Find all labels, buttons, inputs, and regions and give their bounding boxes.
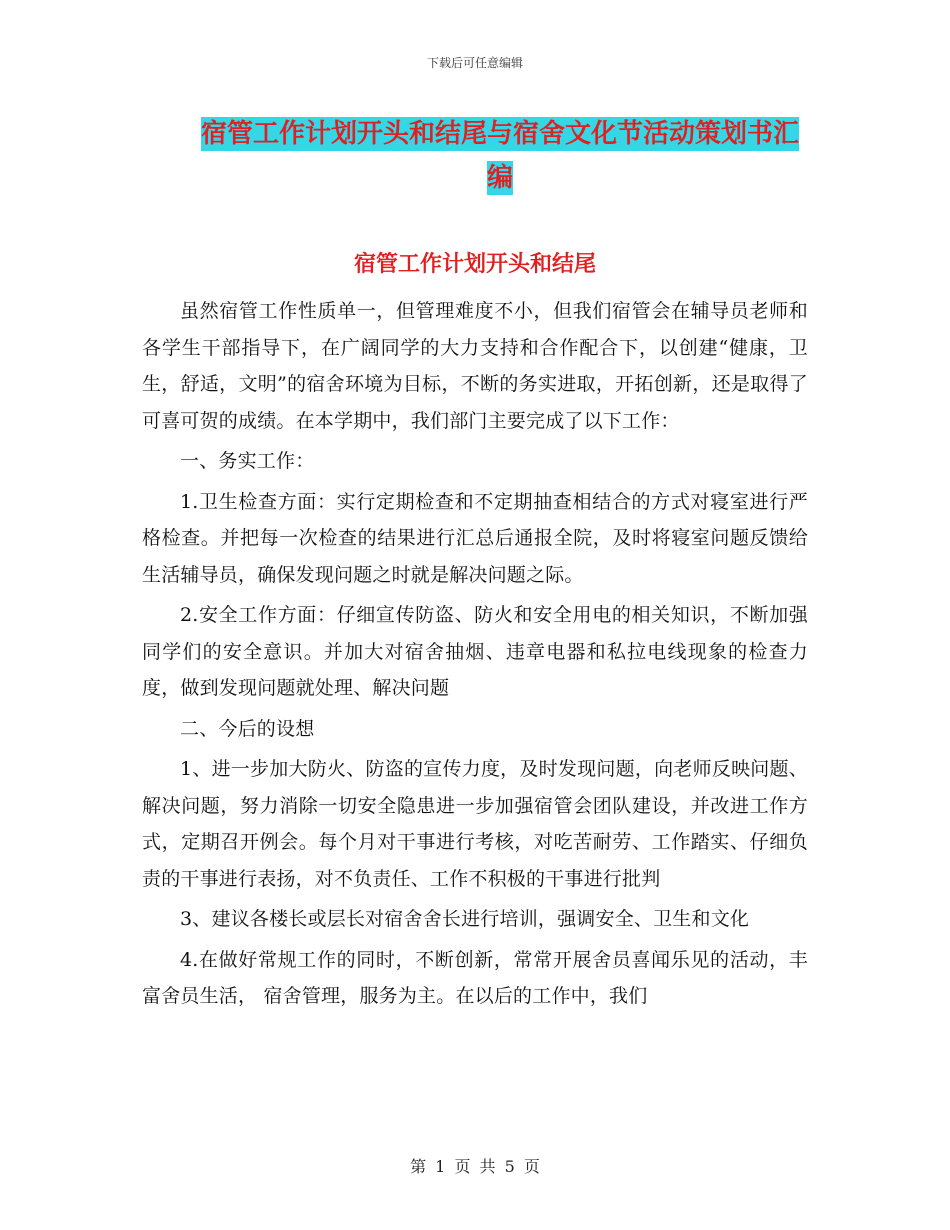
paragraph: 一、务实工作： (180, 450, 315, 472)
paragraph: 1、进一步加大防火、防盗的宣传力度，及时发现问题，向老师反映问题、解决问题，努力消除一切安全隐患进一步加强宿管会团队建设，并改进工作方式，定期召开例会。每个月对干事进行考核，对吃苦耐劳、工作踏实、仔细负责的干事进行表扬，对不负责任、工作不积极的干事进行批判 (142, 758, 808, 890)
document-title-text: 宿管工作计划开头和结尾与宿舍文化节活动策划书汇编 (200, 119, 799, 193)
document-title (190, 112, 810, 200)
paragraph: 虽然宿管工作性质单一，但管理难度不小，但我们宿管会在辅导员老师和各学生干部指导下，在广阔同学的大力支持和合作配合下，以创建“健康，卫生，舒适，文明”的宿舍环境为目标，不断的务实进取，开拓创新，还是取得了可喜可贺的成绩。在本学期中，我们部门主要完成了以下工作： (142, 300, 808, 432)
section-title: 宿管工作计划开头和结尾 (353, 252, 596, 277)
paragraph: 二、今后的设想 (180, 717, 315, 740)
paragraph: 1.卫生检查方面：实行定期检查和不定期抽查相结合的方式对寝室进行严格检查。并把每一次检查的结果进行汇总后通报全院，及时将寝室问题反馈给生活辅导员，确保发现问题之时就是解决问题之际。 (142, 490, 808, 586)
page-footer: 第 1 页 共 5 页 (410, 1157, 540, 1176)
paragraph: 4.在做好常规工作的同时，不断创新，常常开展舍员喜闻乐见的活动，丰富舍员生活， 宿舍管理，服务为主。在以后的工作中，我们 (142, 948, 808, 1007)
paragraph: 3、建议各楼长或层长对宿舍舍长进行培训，强调安全、卫生和文化 (180, 908, 750, 930)
paragraph: 2.安全工作方面：仔细宣传防盗、防火和安全用电的相关知识，不断加强同学们的安全意识。并加大对宿舍抽烟、违章电器和私拉电线现象的检查力度，做到发现问题就处理、解决问题 (142, 604, 808, 699)
document-body (142, 293, 808, 1015)
header-note: 下载后可任意编辑 (426, 56, 523, 70)
